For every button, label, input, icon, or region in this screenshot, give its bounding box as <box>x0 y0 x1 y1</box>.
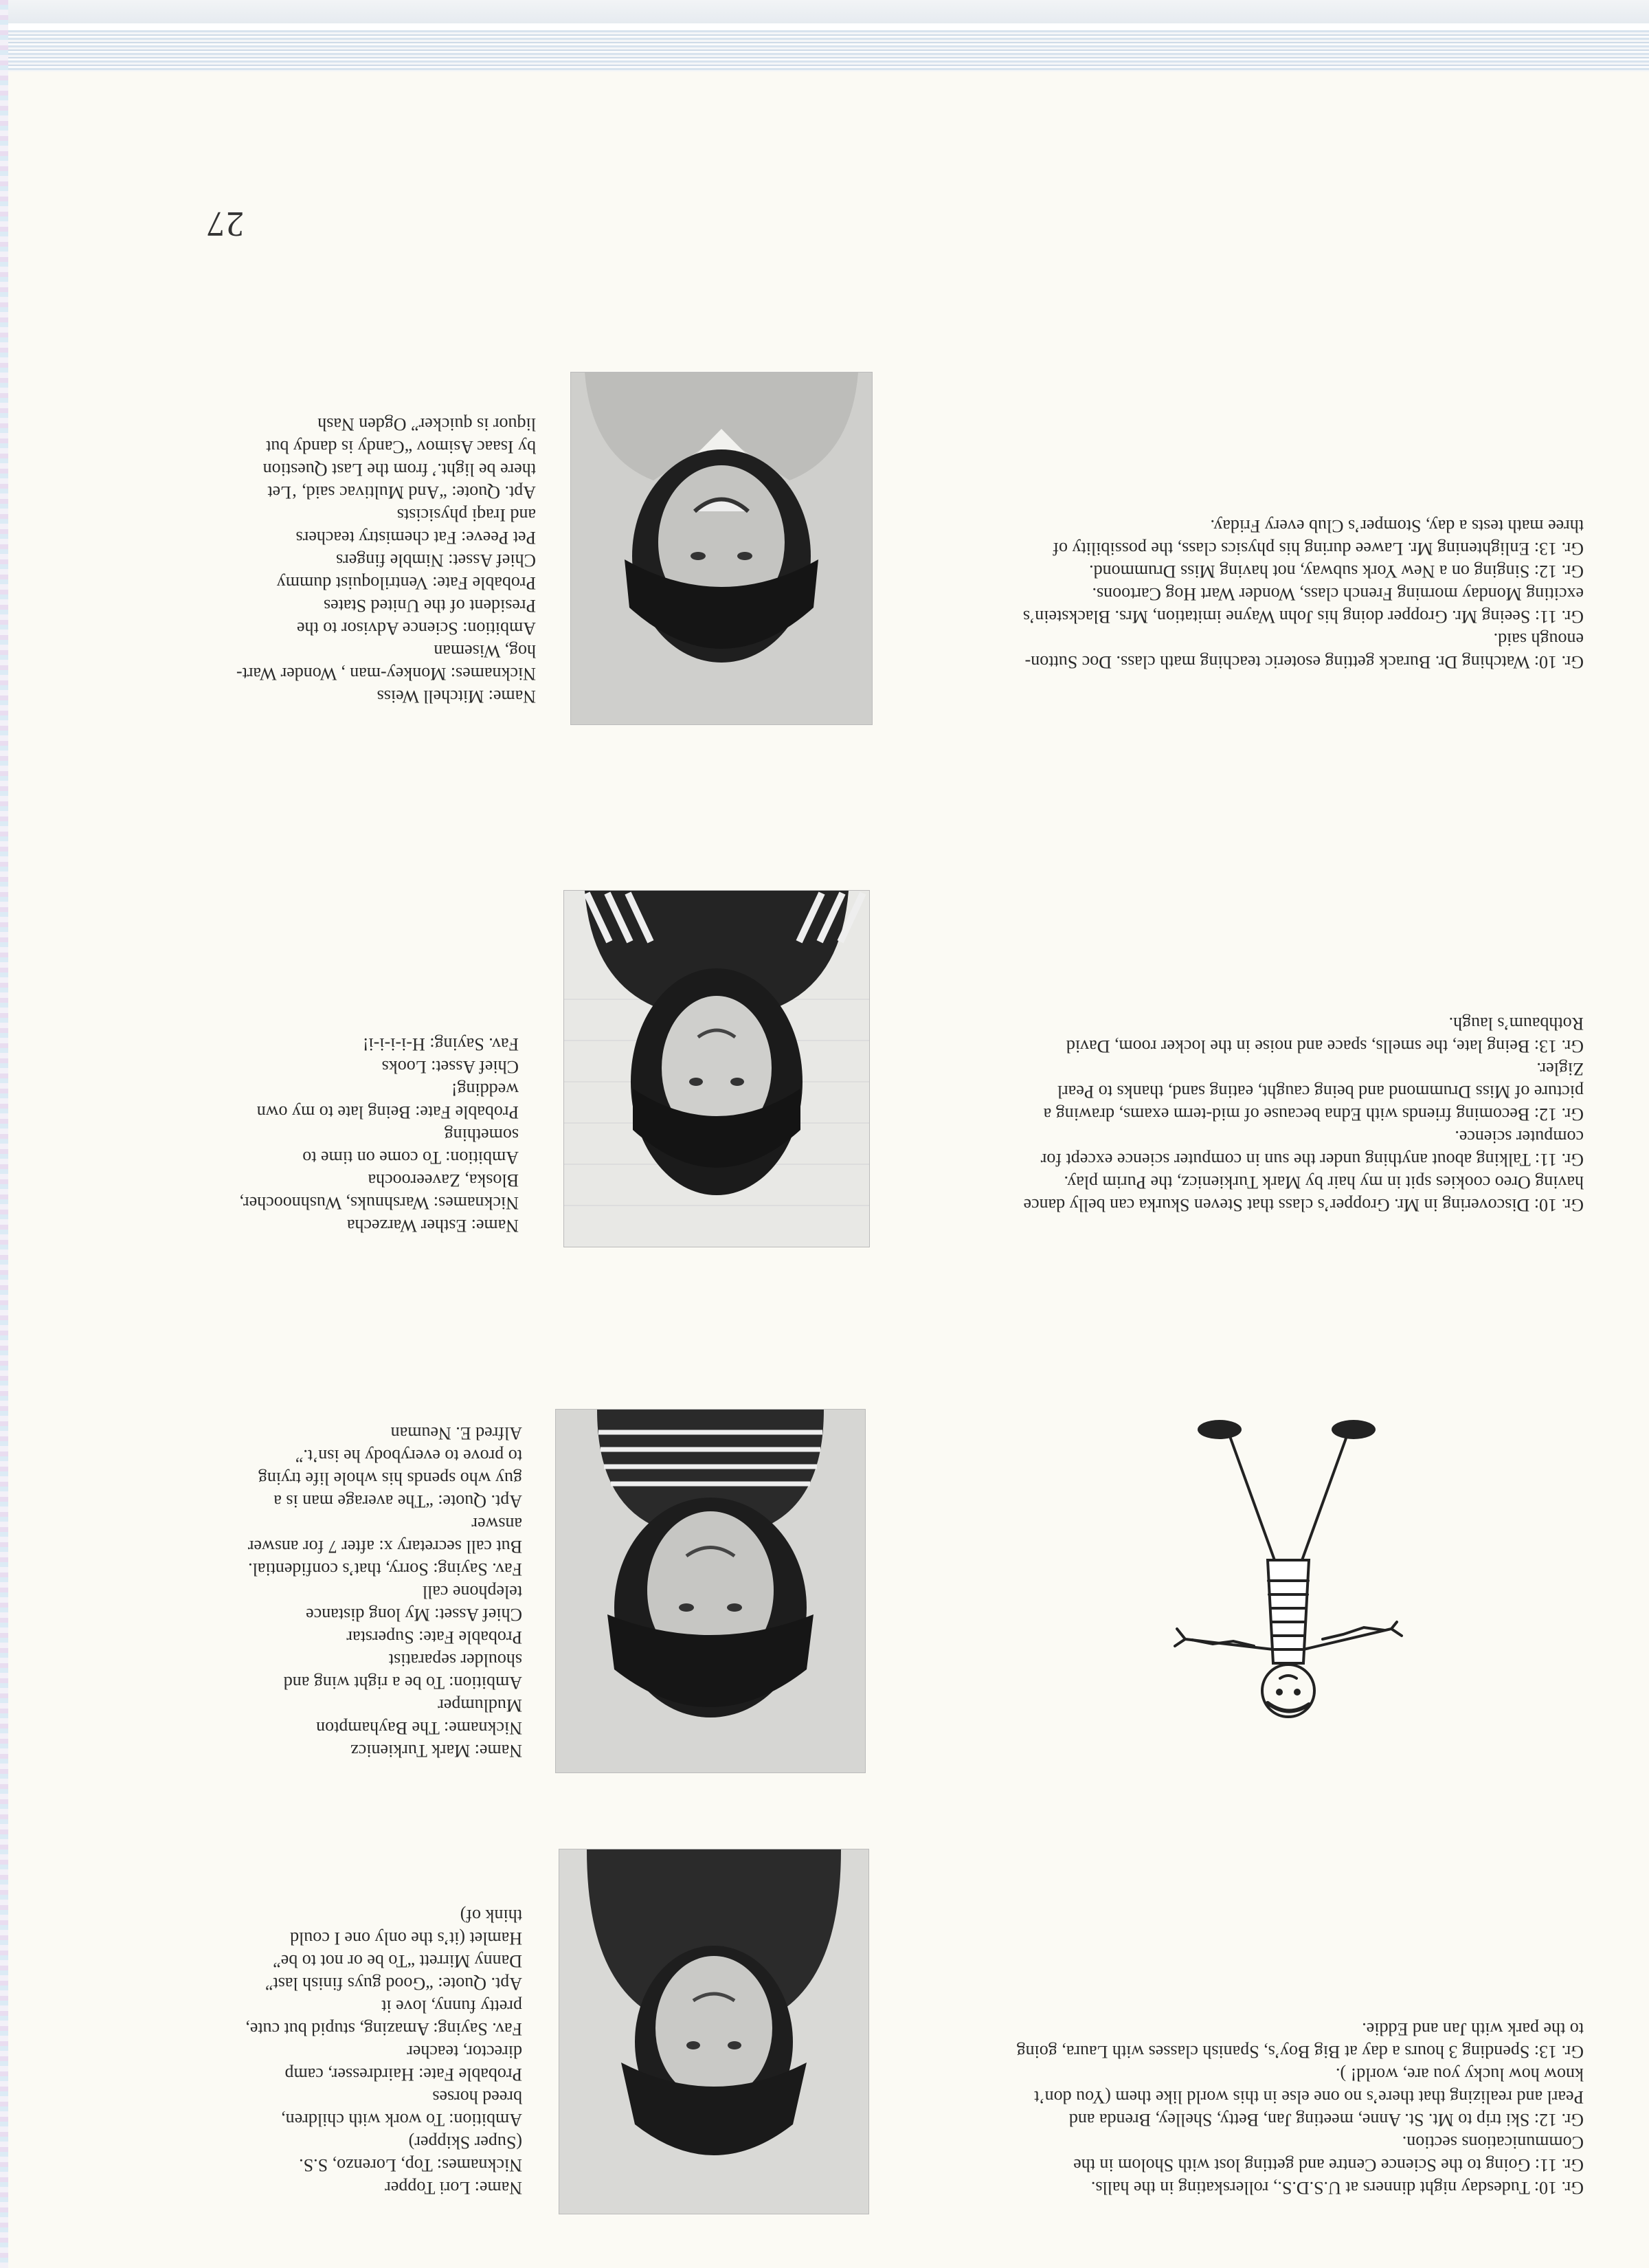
info-line: Bloska, Zaveeroocha <box>368 1170 519 1190</box>
memory-line: Pearl and realizing that there’s no one else in this world like them (You don’t <box>1034 2087 1584 2107</box>
memory-line: Gr. 11: Seeing Mr. Gropper doing his John Wayne imitation, Mrs. Blackstein’s <box>1022 607 1584 627</box>
info-line: Alfred E. Neuman <box>390 1423 522 1443</box>
info-line: director, teacher <box>407 2042 522 2062</box>
portrait-mitchell-weiss <box>571 373 872 724</box>
info-line: think of) <box>460 1906 522 1926</box>
info-line: (Super Skipper) <box>408 2133 522 2153</box>
page-number <box>161 196 244 244</box>
memory-line: Zigler. <box>1536 1059 1584 1079</box>
info-line: and Iraqi physicists <box>396 505 536 525</box>
memories-esther-warzecha <box>897 1012 1584 1216</box>
student-photo-esther-warzecha <box>563 890 870 1247</box>
stick-figure-drawing <box>1151 1402 1412 1732</box>
memory-line: know how lucky you are, world! ). <box>1335 2065 1584 2084</box>
info-line: by Isaac Asimov “Candy is dandy but <box>266 437 536 457</box>
info-line: to prove to everybody he isn’t.” <box>295 1446 522 1466</box>
info-line: Apt. Quote: “The average man is a <box>273 1491 522 1511</box>
memory-line: picture of Miss Drummond and being caught, eating sand, thanks to Pearl <box>1057 1082 1584 1102</box>
memory-line: Gr. 12: Ski trip to Mt. St. Anne, meeting Jan, Betty, Shelley, Brenda and <box>1068 2110 1584 2130</box>
info-line: something <box>444 1125 519 1145</box>
memory-line: three math tests a day, Stomper’s Club every Friday. <box>1210 516 1584 536</box>
memory-line: Gr. 11: Talking about anything under the sun in computer science except for <box>1040 1150 1584 1170</box>
student-name: Name: Mark Turkienicz <box>350 1741 522 1761</box>
info-line: Pet Peeve: Fat chemistry teachers <box>295 528 536 548</box>
memories-lori-topper <box>897 2018 1584 2199</box>
info-line: Chief Asset: My long distance <box>306 1605 522 1625</box>
info-line: Hamlet (it’s the only one I could <box>290 1928 522 1948</box>
student-info-mark-turkienicz <box>110 1422 522 1762</box>
student-info-mitchell-weiss <box>124 413 536 708</box>
info-line: Apt. Quote: “Good guys finish last” <box>265 1974 522 1994</box>
portrait-lori-topper <box>559 1849 868 2214</box>
memory-line: Gr. 10: Discovering in Mr. Gropper’s class that Steven Skurka can belly dance <box>1023 1195 1584 1215</box>
info-line: there be light.’ from the Last Question <box>262 460 536 480</box>
scanner-left-edge <box>0 0 8 2268</box>
student-info-lori-topper <box>110 1904 522 2199</box>
info-line: answer <box>471 1514 522 1534</box>
memory-line: enough said. <box>1493 630 1584 649</box>
scanner-band-white <box>0 23 1649 30</box>
info-line: Ambition: To work with children, <box>281 2110 522 2130</box>
memory-line: Gr. 12: Becoming friends with Edna because of mid-term exams, drawing a <box>1043 1104 1584 1124</box>
yearbook-page <box>52 76 1649 2268</box>
info-line: Nicknames: Monkey-man , Wonder Wart- <box>236 664 536 684</box>
info-line: Danny Mirrett “To be or not to be” <box>273 1951 522 1971</box>
info-line: Probable Fate: Superstar <box>346 1627 522 1647</box>
info-line: Mudlumper <box>438 1696 522 1715</box>
info-line: Probable Fate: Hairdresser, camp <box>284 2065 522 2084</box>
info-line: Ambition: To come on time to <box>302 1148 519 1168</box>
page-number-text: 27 <box>205 204 244 243</box>
info-line: Fav. Saying: Amazing, stupid but cute, <box>245 2019 522 2039</box>
info-line: Probable Fate: Ventriloquist dummy <box>276 573 536 593</box>
memory-line: computer science. <box>1455 1127 1584 1147</box>
student-photo-mitchell-weiss <box>570 372 873 725</box>
memory-line: to the park with Jan and Eddie. <box>1362 2019 1584 2039</box>
info-line: Fav. Saying: Sorry, that’s confidential. <box>248 1559 522 1579</box>
memory-line: Communications section. <box>1402 2133 1584 2153</box>
memory-line: exciting Monday morning French class, Wonder Wart Hog Cartoons. <box>1092 584 1584 604</box>
info-line: telephone call <box>422 1582 522 1602</box>
scanner-band-stripes <box>0 30 1649 71</box>
student-name: Name: Esther Warzecha <box>346 1216 519 1236</box>
student-name: Name: Mitchell Weiss <box>377 687 536 707</box>
info-line: breed horses <box>432 2087 522 2107</box>
student-photo-mark-turkienicz <box>555 1409 866 1773</box>
info-line: shoulder separatist <box>388 1650 522 1670</box>
student-photo-lori-topper <box>559 1849 869 2214</box>
memory-line: Rothbaum’s laugh. <box>1448 1014 1584 1034</box>
info-line: liquor is quicker” Ogden Nash <box>317 414 536 434</box>
info-line: Nicknames: Top, Lorenzo, S.S. <box>299 2155 522 2175</box>
info-line: President of the United States <box>323 596 536 616</box>
stick-figure-icon <box>1151 1402 1412 1732</box>
info-line: Ambition: Science Advisor to the <box>296 619 536 638</box>
portrait-esther-warzecha <box>564 891 869 1247</box>
info-line: pretty funny, love it <box>381 1997 522 2016</box>
info-line: Chief Asset: Nimble fingers <box>335 551 536 570</box>
memory-line: Gr. 13: Spending 3 hours a day at Big Boy’s, Spanish classes with Laura, going <box>1016 2042 1584 2062</box>
info-line: Apt. Quote: “And Multivac said, ‘Let <box>267 482 536 502</box>
student-name: Name: Lori Topper <box>385 2178 522 2198</box>
info-line: hog, Wiseman <box>434 641 536 661</box>
info-line: Nicknames: Warshnuks, Wushnoocher, <box>239 1193 519 1213</box>
info-line: Probable Fate: Being late to my own <box>256 1102 519 1122</box>
info-line: Fav. Saying: H-i-i-i-i! <box>362 1034 519 1054</box>
memory-line: Gr. 13: Being late, the smells, space and noise in the locker room, David <box>1066 1036 1584 1056</box>
memory-line: having Oreo cookies spit in my hair by Mark Turkienicz, the Purim play. <box>1064 1172 1584 1192</box>
memory-line: Gr. 10: Watching Dr. Burack getting esoteric teaching math class. Doc Sutton- <box>1024 652 1584 672</box>
info-line: But call secretary x: after 7 for answer <box>247 1537 522 1557</box>
scanner-band-top <box>0 0 1649 23</box>
info-line: Nickname: The Bayhampton <box>316 1718 522 1738</box>
memory-line: Gr. 11: Going to the Science Centre and getting lost with Sholom in the <box>1073 2155 1584 2175</box>
info-line: Ambition: To be a right wing and <box>283 1673 522 1693</box>
memory-line: Gr. 13: Enlightening Mr. Lawee during his physics class, the possibility of <box>1053 539 1584 559</box>
info-line: guy who spends his whole life trying <box>258 1469 522 1489</box>
memories-mitchell-weiss <box>897 515 1584 674</box>
info-line: wedding! <box>451 1080 519 1100</box>
info-line: Chief Asset: Looks <box>381 1057 519 1077</box>
student-info-esther-warzecha <box>106 1033 519 1237</box>
portrait-mark-turkienicz <box>556 1410 865 1772</box>
memory-line: Gr. 12: Singing on a New York subway, not having Miss Drummond. <box>1089 562 1584 581</box>
memory-line: Gr. 10: Tudesday night dinners at U.S.D.S., rollerskating in the halls. <box>1090 2178 1584 2198</box>
